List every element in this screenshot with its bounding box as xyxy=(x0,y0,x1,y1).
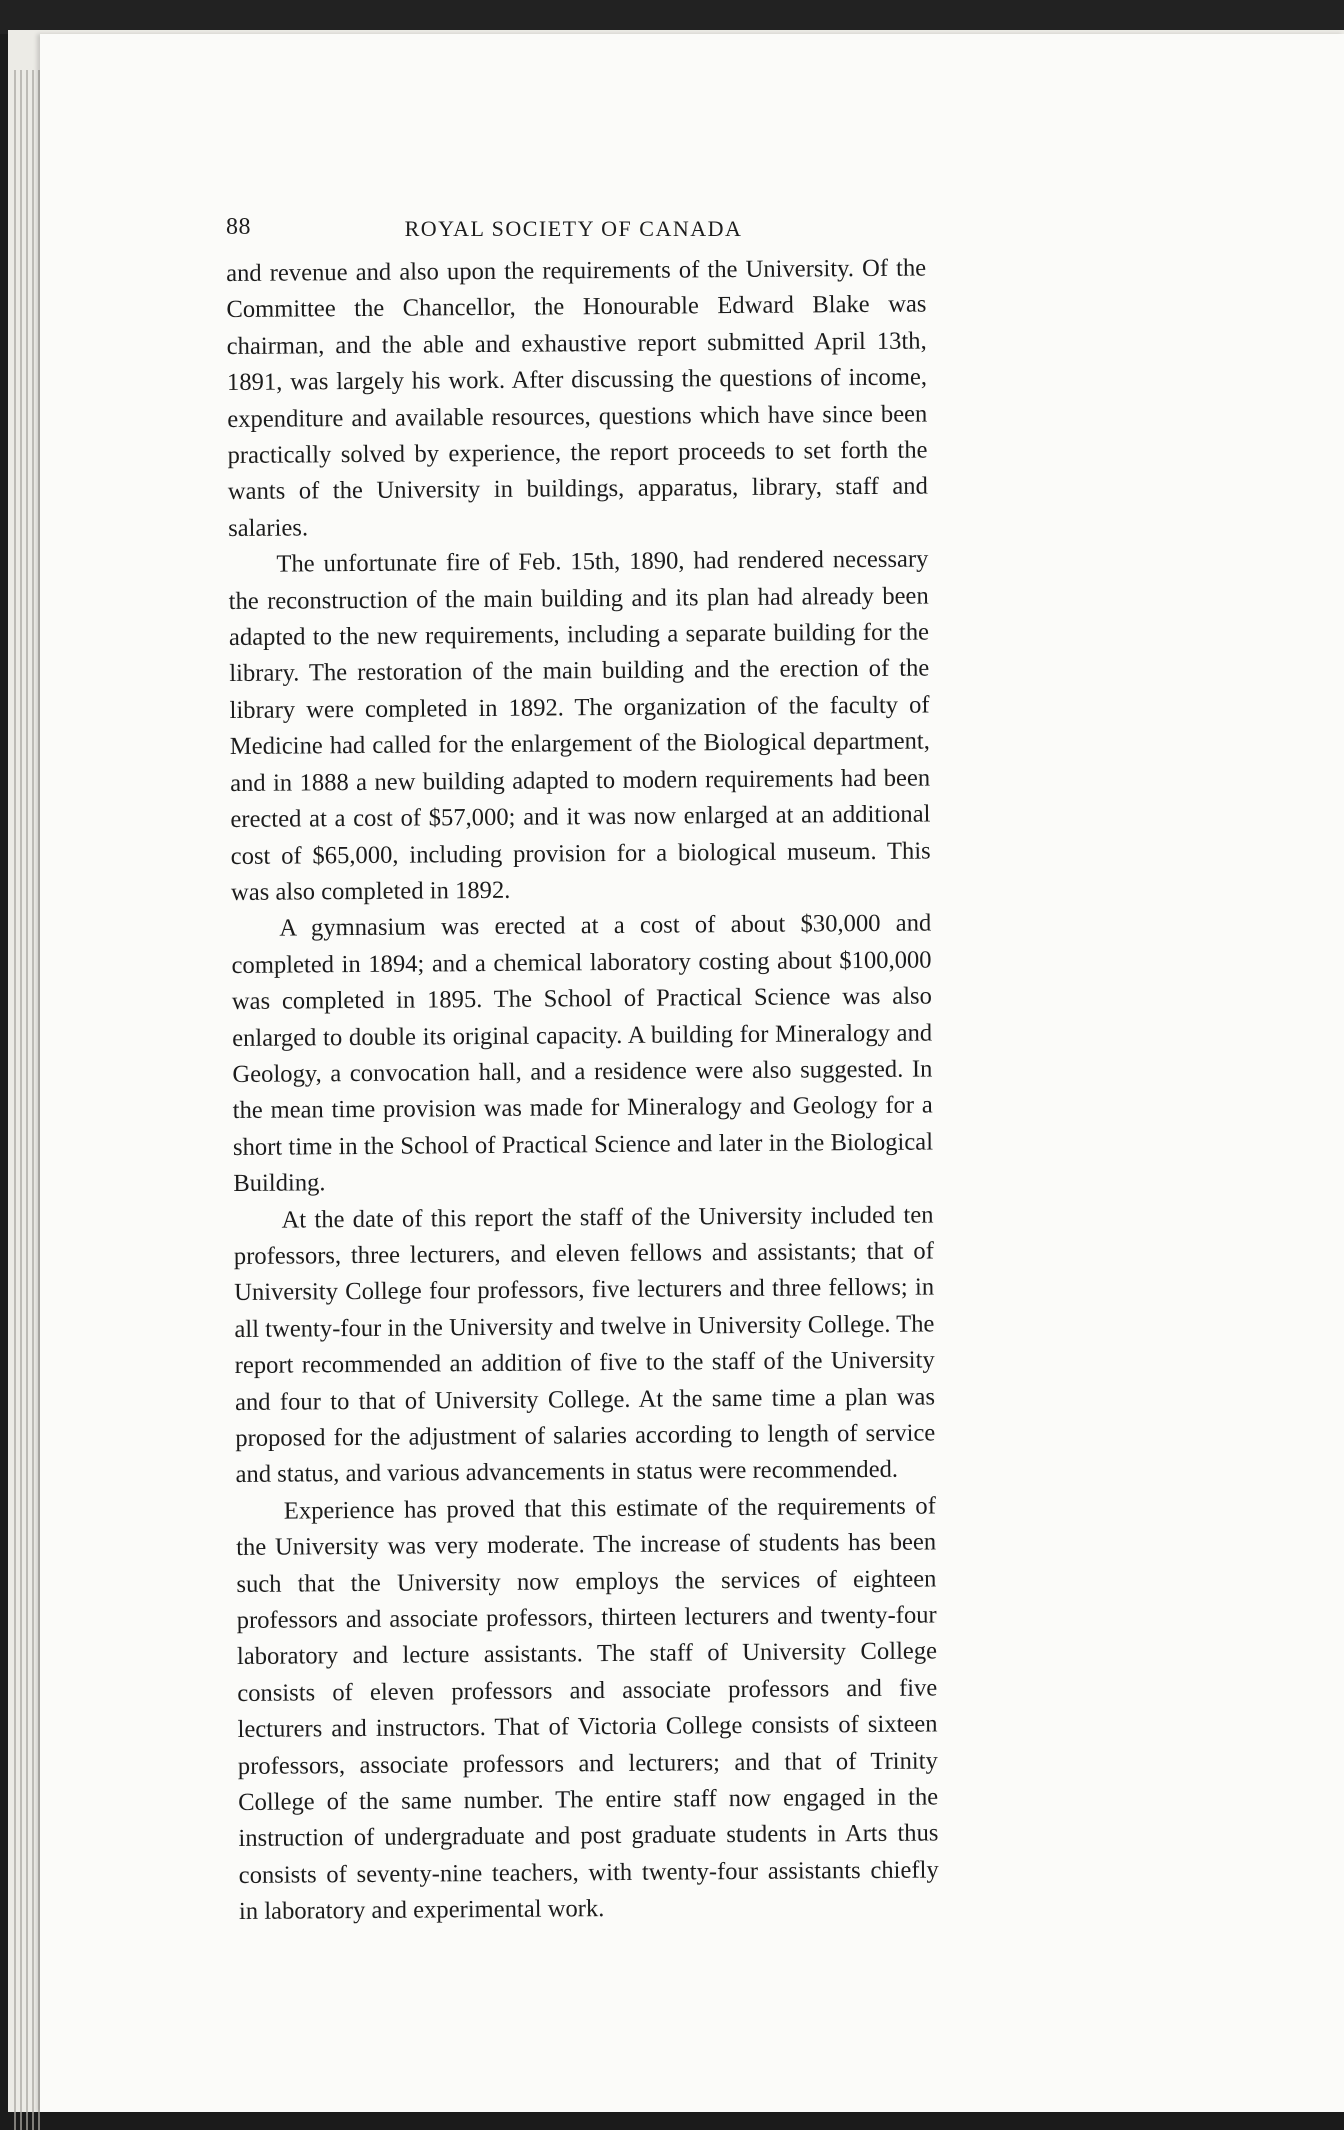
scan-background-top xyxy=(0,0,1344,34)
body-text xyxy=(226,251,939,1931)
page-edge-line xyxy=(32,70,34,2130)
paragraph-staff-report: At the date of this report the staff of the University included ten professors, three lecturers, and eleven fellows and assistants; that of University College four professors, five lecturers and three fellows; in all twenty-four in the University and twelve in University College. The report recommended an addition of five to the staff of the University and four to that of University College. At the same time a plan was proposed for the adjustment of salaries according to length of service and status, and various advancements in status were recommended. xyxy=(233,1201,936,1489)
paragraph-fire-reconstruction: The unfortunate fire of Feb. 15th, 1890, had rendered necessary the reconstruction of the main building and its plan had already been adapted to the new requirements, including a separate building for the library. The restoration of the main building and the erection of the library were completed in 1892. The organization of the faculty of Medicine had called for the enlargement of the Biological department, and in 1888 a new building adapted to modern requirements had been erected at a cost of $57,000; and it was now enlarged at an additional cost of $65,000, including provision for a biological museum. This was also completed in 1892. xyxy=(228,545,931,906)
running-title: ROYAL SOCIETY OF CANADA xyxy=(404,216,743,241)
paragraph-experience: Experience has proved that this estimate of the requirements of the University was very moderate. The increase of students has been such that the University now employs the services of eighteen professors and associate professors, thirteen lecturers and twenty-four laboratory and lecture assistants. The staff of University College consists of eleven professors and associate professors and five lecturers and instructors. That of Victoria College consists of sixteen professors, associate professors and lecturers; and that of Trinity College of the same number. The entire staff now engaged in the instruction of undergraduate and post graduate students in Arts thus consists of seventy-nine teachers, with twenty-four assistants chiefly in laboratory and experimental work. xyxy=(236,1492,939,1926)
page-edge-line xyxy=(20,70,22,2130)
page-header xyxy=(226,214,921,254)
paragraph-gymnasium: A gymnasium was erected at a cost of about $30,000 and completed in 1894; and a chemical laboratory costing about $100,000 was completed in 1895. The School of Practical Science was also enlarged to double its original capacity. A building for Mineralogy and Geology, a convocation hall, and a residence were also suggested. In the mean time provision was made for Mineralogy and Geology for a short time in the School of Practical Science and later in the Biological Building. xyxy=(231,909,934,1198)
paragraph-continued: and revenue and also upon the requirements of the University. Of the Committee the Chancellor, the Honourable Edward Blake was chairman, and the able and exhaustive report submitted April 13th, 1891, was largely his work. After discussing the questions of income, expenditure and available resources, questions which have since been practically solved by experience, the report proceeds to set forth the wants of the University in buildings, apparatus, library, staff and salaries. xyxy=(226,254,928,542)
page-number: 88 xyxy=(226,214,251,240)
page-edge-line xyxy=(14,70,16,2130)
page-edge-line xyxy=(26,70,28,2130)
